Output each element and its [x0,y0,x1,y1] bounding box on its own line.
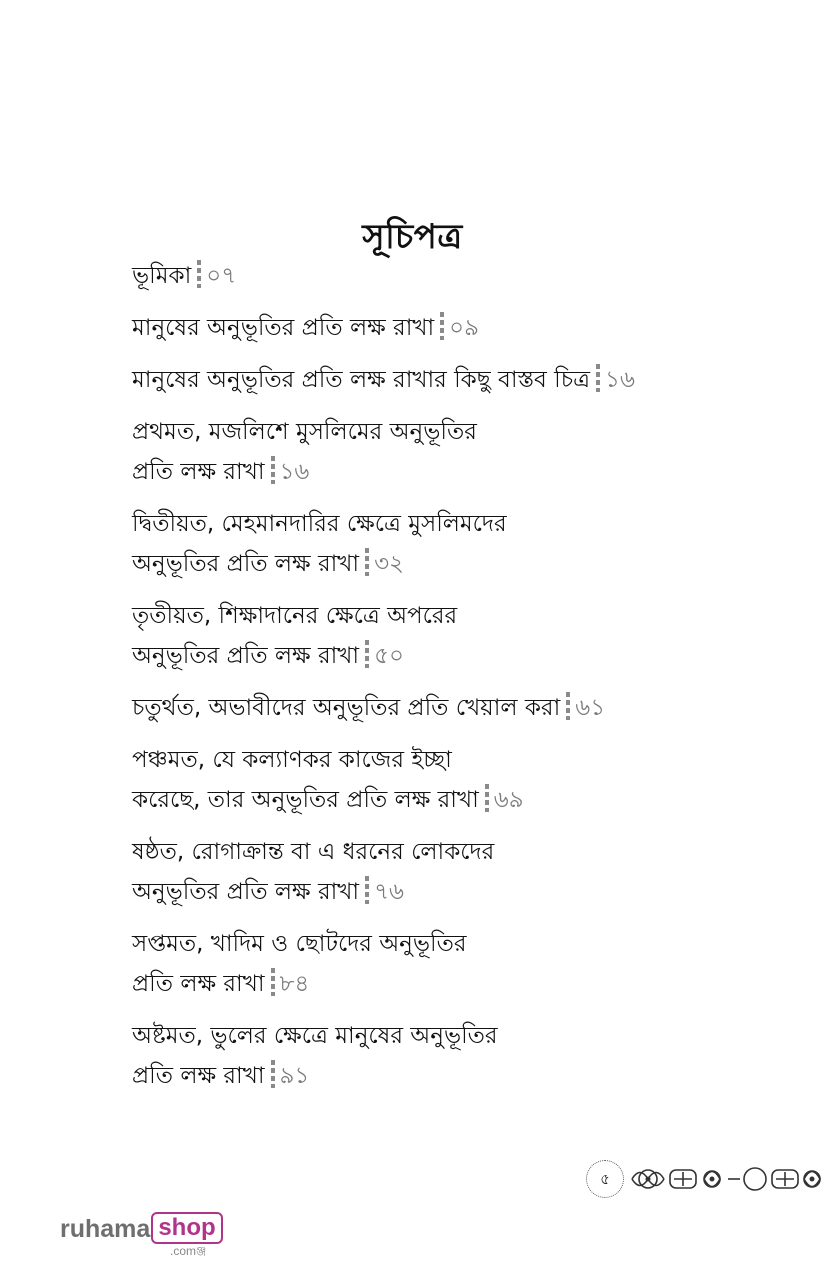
toc-entry-text: তৃতীয়ত, শিক্ষাদানের ক্ষেত্রে অপরের [132,603,458,629]
toc-entry [132,596,772,676]
toc-entry-line [132,412,772,452]
toc-entry-line [132,780,772,820]
dotted-separator [440,312,444,340]
toc-entry-text: অষ্টমত, ভুলের ক্ষেত্রে মানুষের অনুভূতির [132,1023,498,1049]
toc-page-number: ০৭ [206,263,237,289]
toc-entry-line [132,360,772,400]
dotted-separator [365,640,369,668]
table-of-contents [132,256,772,1108]
toc-entry-text: মানুষের অনুভূতির প্রতি লক্ষ রাখা [132,315,435,341]
toc-entry-line [132,308,772,348]
dotted-separator [271,1060,275,1088]
toc-entry [132,360,772,400]
toc-entry-text: অনুভূতির প্রতি লক্ষ রাখা [132,643,360,669]
toc-entry [132,688,772,728]
toc-entry [132,924,772,1004]
page-number: ৫ [586,1160,624,1198]
toc-page-number: ৭৬ [374,879,405,905]
toc-entry [132,1016,772,1096]
toc-entry-text: করেছে, তার অনুভূতির প্রতি লক্ষ রাখা [132,787,479,813]
toc-entry-text: পঞ্চমত, যে কল্যাণকর কাজের ইচ্ছা [132,747,452,773]
toc-entry [132,504,772,584]
toc-entry-line [132,596,772,636]
toc-entry-text: প্রথমত, মজলিশে মুসলিমের অনুভূতির [132,419,477,445]
logo-shop-badge: shop [151,1212,222,1244]
toc-entry-line [132,872,772,912]
toc-entry [132,740,772,820]
toc-entry [132,256,772,296]
toc-page-number: ৬৯ [493,787,524,813]
dotted-separator [596,364,600,392]
logo-wordmark: ruhama [60,1215,151,1243]
dotted-separator [365,876,369,904]
toc-entry-text: চতুর্থত, অভাবীদের অনুভূতির প্রতি খেয়াল করা [132,695,561,721]
toc-entry-text: প্রতি লক্ষ রাখা [132,971,265,997]
toc-entry-text: প্রতি লক্ষ রাখা [132,1063,265,1089]
toc-entry-line [132,256,772,296]
page-title: সূচিপত্র [362,216,463,257]
toc-page-number: ৬১ [575,695,606,721]
logo-domain: .comঞ্জ [170,1244,207,1258]
toc-entry-line [132,964,772,1004]
toc-entry [132,412,772,492]
toc-page-number: ৫০ [374,643,404,669]
publisher-logo [60,1212,223,1260]
toc-entry-text: অনুভূতির প্রতি লক্ষ রাখা [132,879,360,905]
toc-entry-line [132,452,772,492]
toc-entry [132,832,772,912]
toc-page-number: ১৬ [605,367,635,393]
toc-entry-line [132,1016,772,1056]
toc-entry-line [132,740,772,780]
toc-page-number: ০৯ [449,315,480,341]
dotted-separator [271,968,275,996]
toc-entry-line [132,544,772,584]
toc-entry-text: প্রতি লক্ষ রাখা [132,459,265,485]
decorative-border-icon [628,1160,825,1198]
toc-page-number: ৯১ [279,1063,310,1089]
toc-page-number: ৮৪ [279,971,310,997]
toc-entry-line [132,1056,772,1096]
toc-entry-text: অনুভূতির প্রতি লক্ষ রাখা [132,551,360,577]
toc-entry-line [132,504,772,544]
toc-entry [132,308,772,348]
dotted-separator [365,548,369,576]
toc-entry-line [132,832,772,872]
toc-page-number: ১৬ [279,459,310,485]
dotted-separator [566,692,570,720]
toc-entry-line [132,924,772,964]
toc-entry-text: দ্বিতীয়ত, মেহমানদারির ক্ষেত্রে মুসলিমদের [132,511,507,537]
toc-entry-text: ষষ্ঠত, রোগাক্রান্ত বা এ ধরনের লোকদের [132,839,495,865]
toc-entry-text: ভূমিকা [132,263,192,289]
toc-entry-line [132,688,772,728]
dotted-separator [271,456,275,484]
toc-page-number: ৩২ [374,551,405,577]
toc-entry-text: মানুষের অনুভূতির প্রতি লক্ষ রাখার কিছু বাস্তব চিত্র [132,367,591,393]
dotted-separator [197,260,201,288]
toc-entry-text: সপ্তমত, খাদিম ও ছোটদের অনুভূতির [132,931,467,957]
dotted-separator [485,784,489,812]
toc-entry-line [132,636,772,676]
